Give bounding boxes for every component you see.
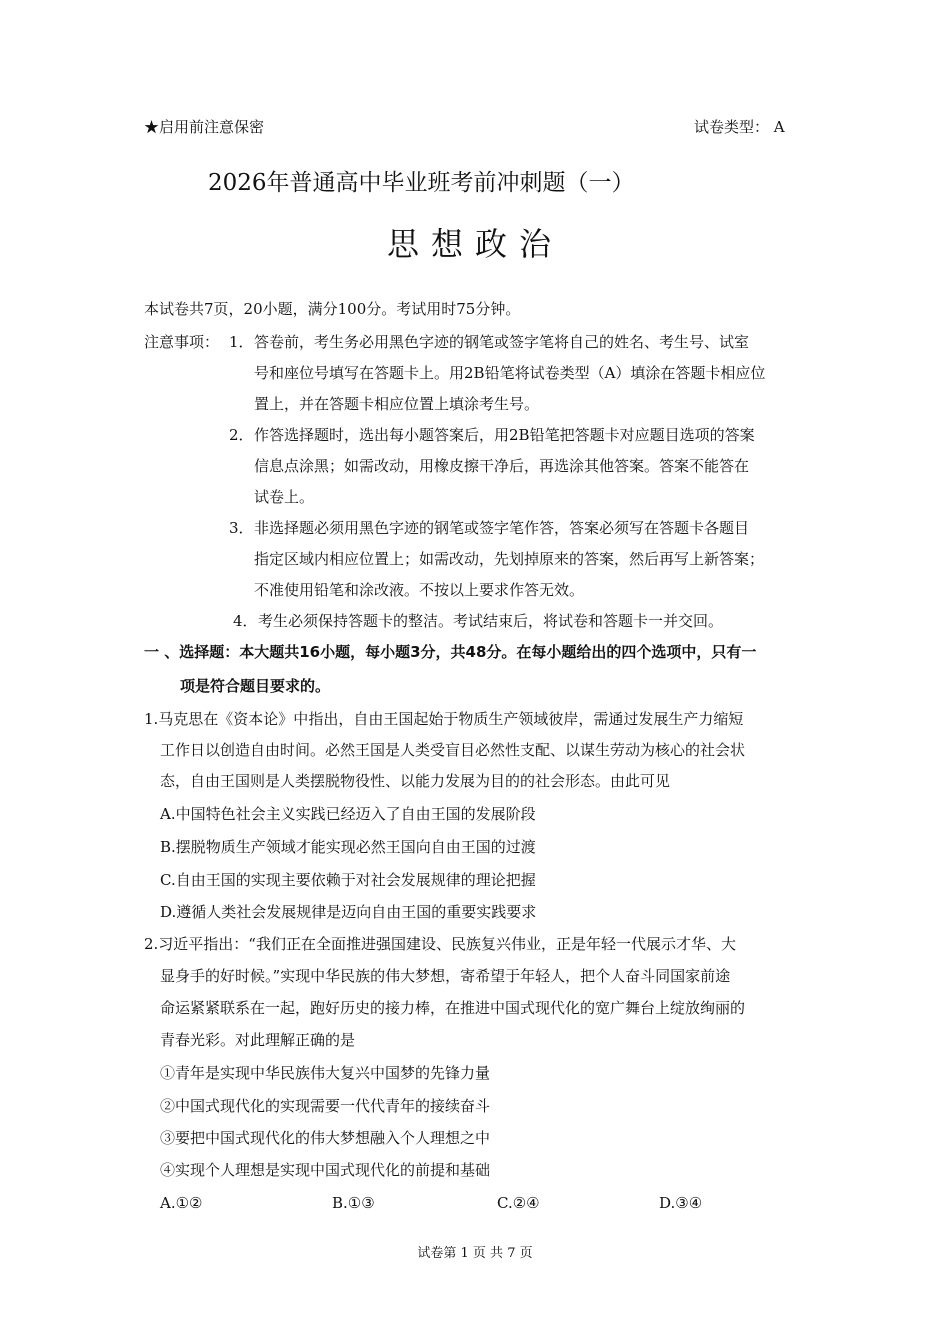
- question-2-statement: ①青年是实现中华民族伟大复兴中国梦的先锋力量: [160, 1064, 491, 1082]
- notice-item-number: 3．: [229, 519, 254, 537]
- notice-line: 指定区域内相应位置上；如需改动，先划掉原来的答案，然后再写上新答案；: [254, 550, 765, 568]
- notice-item-number: 1．: [229, 333, 254, 351]
- notice-label: 注意事项：: [144, 333, 220, 351]
- question-2-option-a: A.①②: [160, 1194, 203, 1212]
- exam-title: 2026年普通高中毕业班考前冲刺题（一）: [208, 170, 635, 196]
- question-1-option-a: A.中国特色社会主义实践已经迈入了自由王国的发展阶段: [160, 805, 536, 823]
- question-1-stem: 1.马克思在《资本论》中指出，自由王国起始于物质生产领域彼岸，需通过发展生产力缩短: [144, 710, 744, 728]
- question-2-stem: 2.习近平指出：“我们正在全面推进强国建设、民族复兴伟业，正是年轻一代展示才华、大: [144, 935, 736, 953]
- notice-line: 信息点涂黑；如需改动，用橡皮擦干净后，再选涂其他答案。答案不能答在: [254, 457, 750, 475]
- question-2-option-b: B.①③: [332, 1194, 375, 1212]
- notice-item-number: 2．: [229, 426, 254, 444]
- section-heading: 一 、选择题：本大题共16小题，每小题3分，共48分。在每小题给出的四个选项中，只有一: [144, 643, 757, 661]
- question-2-stem: 青春光彩。对此理解正确的是: [160, 1031, 356, 1049]
- notice-item-number: 4．: [233, 612, 258, 630]
- question-2-statement: ②中国式现代化的实现需要一代代青年的接续奋斗: [160, 1097, 491, 1115]
- question-1-stem: 态，自由王国则是人类摆脱物役性、以能力发展为目的的社会形态。由此可见: [160, 772, 671, 790]
- question-2-statement: ④实现个人理想是实现中国式现代化的前提和基础: [160, 1161, 491, 1179]
- notice-line: 答卷前，考生务必用黑色字迹的钢笔或签字笔将自己的姓名、考生号、试室: [254, 333, 750, 351]
- notice-line: 试卷上。: [254, 488, 315, 506]
- paper-type: 试卷类型： A: [694, 118, 785, 136]
- question-1-stem: 工作日以创造自由时间。必然王国是人类受盲目必然性支配、以谋生劳动为核心的社会状: [160, 741, 746, 759]
- exam-intro: 本试卷共7页，20小题，满分100分。考试用时75分钟。: [144, 300, 521, 318]
- question-2-option-c: C.②④: [497, 1194, 540, 1212]
- subject-title: 思想政治: [386, 225, 563, 263]
- notice-line: 号和座位号填写在答题卡上。用2B铅笔将试卷类型（A）填涂在答题卡相应位: [254, 364, 766, 382]
- question-1-option-d: D.遵循人类社会发展规律是迈向自由王国的重要实践要求: [160, 903, 537, 921]
- question-2-option-d: D.③④: [659, 1194, 703, 1212]
- question-2-statement: ③要把中国式现代化的伟大梦想融入个人理想之中: [160, 1129, 491, 1147]
- question-1-option-c: C.自由王国的实现主要依赖于对社会发展规律的理论把握: [160, 871, 536, 889]
- question-2-stem: 显身手的好时候。”实现中华民族的伟大梦想，寄希望于年轻人，把个人奋斗同国家前途: [160, 967, 731, 985]
- notice-line: 作答选择题时，选出每小题答案后，用2B铅笔把答题卡对应题目选项的答案: [254, 426, 755, 444]
- section-heading-cont: 项是符合题目要求的。: [180, 677, 331, 695]
- notice-line: 非选择题必须用黑色字迹的钢笔或签字笔作答，答案必须写在答题卡各题目: [254, 519, 750, 537]
- page-footer: 试卷第 1 页 共 7 页: [417, 1246, 533, 1261]
- question-1-option-b: B.摆脱物质生产领域才能实现必然王国向自由王国的过渡: [160, 838, 536, 856]
- notice-line: 不准使用铅笔和涂改液。不按以上要求作答无效。: [254, 581, 585, 599]
- notice-line: 置上，并在答题卡相应位置上填涂考生号。: [254, 395, 540, 413]
- notice-line: 考生必须保持答题卡的整洁。考试结束后，将试卷和答题卡一并交回。: [258, 612, 724, 630]
- confidential-label: ★启用前注意保密: [144, 118, 265, 136]
- question-2-stem: 命运紧紧联系在一起，跑好历史的接力棒，在推进中国式现代化的宽广舞台上绽放绚丽的: [160, 999, 746, 1017]
